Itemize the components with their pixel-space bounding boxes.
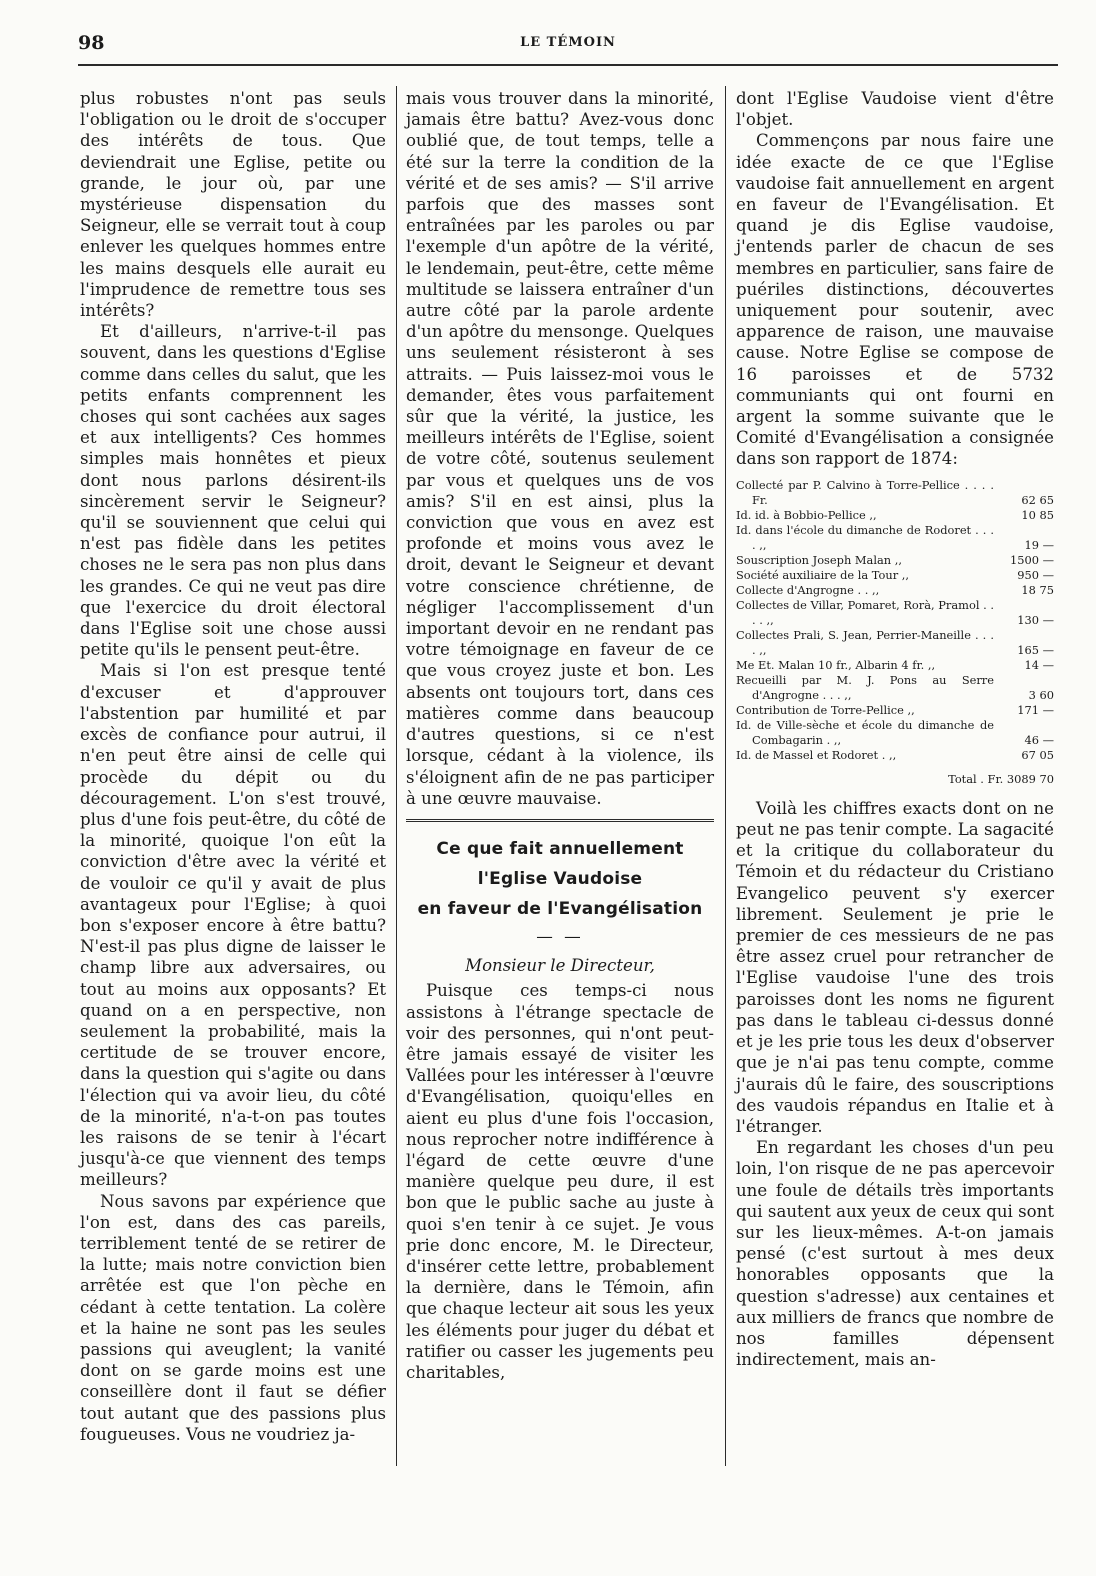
column-divider: [725, 86, 726, 1466]
contributions-table: [736, 478, 1054, 763]
table-row: [736, 478, 1054, 508]
contribution-amount: 18 75: [1021, 582, 1054, 597]
contribution-label: Collectes Prali, S. Jean, Perrier-Maneille . . . . ,,: [736, 627, 994, 657]
contribution-label: Id. de Ville-sèche et école du dimanche de Combagarin . ,,: [736, 717, 994, 747]
contribution-label: Id. id. à Bobbio-Pellice ,,: [736, 507, 877, 522]
paragraph: plus robustes n'ont pas seuls l'obligation ou le droit de s'occuper des intérêts de tous. Que deviendrait une Eglise, petite ou grande, le jour où, par une mystérieuse dispensation du Seigneur, elle se verrait tout à coup enlever les quelques hommes entre les mains desquels elle aurait eu l'imprudence de remettre tous ses intérêts?: [80, 89, 386, 321]
column-2: [406, 88, 714, 1383]
article-title-line: l'Eglise Vaudoise: [477, 868, 643, 889]
contribution-label: Souscription Joseph Malan ,,: [736, 552, 902, 567]
contribution-label: Recueilli par M. J. Pons au Serre d'Angrogne . . . ,,: [736, 672, 994, 702]
paragraph: Mais si l'on est presque tenté d'excuser et d'approuver l'abstention par humilité et par excès de confiance pour autrui, il n'en peut être ainsi de celle qui procède du dépit ou du découragement. L'on s'est trouvé, plus d'une fois peut-être, du côté de la minorité, quoique l'on eût la conviction d'être avec la vérité et de vouloir ce qu'il y avait de plus avantageux pour l'Eglise; à quoi bon s'exposer encore à être battu? N'est-il pas plus digne de laisser le champ libre aux adversaires, ou tout au moins aux opposants? Et quand on a en perspective, non seulement la probabilité, mais la certitude de se trouver encore, dans la question qui s'agite ou dans l'élection qui va avoir lieu, du côté de la minorité, n'a-t-on pas toutes les raisons de se tenir à l'écart jusqu'à-ce que viennent des temps meilleurs?: [80, 661, 386, 1190]
paragraph: dont l'Eglise Vaudoise vient d'être l'objet.: [736, 89, 1054, 130]
table-row: [736, 523, 1054, 553]
paragraph: Puisque ces temps-ci nous assistons à l'étrange spectacle de voir des personnes, qui n'ont peut-être jamais essayé de visiter les Vallées pour les intéresser à l'œuvre d'Evangélisation, quoiqu'elles en aient eu plus d'une fois l'occasion, nous reprocher notre indifférence à l'égard de cette œuvre d'une manière quelque peu dure, il est bon que le public sache au juste à quoi s'en tenir à ce sujet. Je vous prie donc encore, M. le Directeur, d'insérer cette lettre, probablement la dernière, dans le Témoin, afin que chaque lecteur ait sous les yeux les éléments pour juger du débat et ratifier ou casser les jugements peu charitables,: [406, 981, 714, 1382]
page-header: [78, 28, 1058, 66]
table-row: [736, 658, 1054, 673]
paragraph: Nous savons par expérience que l'on est, dans des cas pareils, terriblement tenté de se retirer de la lutte; mais notre conviction bien arrêtée est que l'on pèche en cédant à cette tentation. La colère et la haine ne sont pas les seules passions qui aveuglent; la vanité dont on se garde moins est une conseillère dont il faut se défier tout autant que des passions plus fougueuses. Vous ne voudriez ja-: [80, 1191, 386, 1444]
paragraph: Commençons par nous faire une idée exacte de ce que l'Eglise vaudoise fait annuellement en argent en faveur de l'Evangélisation. Et quand je dis Eglise vaudoise, j'entends parler de chacun de ses membres en particulier, sans faire de puériles distinctions, découvertes uniquement pour soutenir, avec apparence de raison, une mauvaise cause. Notre Eglise se compose de 16 paroisses et de 5732 communiants qui ont fourni en argent la somme suivante que le Comité d'Evangélisation a consignée dans son rapport de 1874:: [736, 131, 1054, 469]
paragraph: Voilà les chiffres exacts dont on ne peut ne pas tenir compte. La sagacité et la critique du collaborateur du Témoin et du rédacteur du Cristiano Evangelico peuvent s'y exercer librement. Seulement je prie le premier de ces messieurs de ne pas être assez cruel pour retrancher de l'Eglise vaudoise l'une des trois paroisses dont les noms ne figurent pas dans le tableau ci-dessus donné et je les prie tous les deux d'observer que je n'ai pas tenu compte, comme j'aurais dû le faire, des souscriptions des vaudois répandus en Italie et à l'étranger.: [736, 798, 1054, 1136]
contribution-amount: 1500 —: [1010, 552, 1054, 567]
column-1: [80, 88, 386, 1445]
table-row: [736, 598, 1054, 628]
contribution-amount: 62 65: [1021, 492, 1054, 507]
page-number: 98: [78, 32, 105, 54]
contribution-label: Société auxiliaire de la Tour ,,: [736, 567, 910, 582]
table-row: [736, 553, 1054, 568]
article-title-line: Ce que fait annuellement: [436, 838, 684, 859]
paragraph: mais vous trouver dans la minorité, jamais être battu? Avez-vous donc oublié que, de tout temps, telle a été sur la terre la condition de la vérité et de ses amis? — S'il arrive parfois que des masses sont entraînées par les paroles ou par l'exemple d'un apôtre de la vérité, le lendemain, peut-être, cette même multitude se laissera entraîner d'un autre côté par la parole ardente d'un apôtre du mensonge. Quelques uns seulement résisteront à ses attraits. — Puis laissez-moi vous le demander, êtes vous parfaitement sûr que la vérité, la justice, les meilleurs intérêts de l'Eglise, soient de votre côté, soutenus seulement par vous et quelques uns de vos amis? S'il en est ainsi, plus la conviction que vous en avez est profonde et moins vous avez le droit, devant le Seigneur et devant votre conscience chrétienne, de négliger l'accomplissement d'un important devoir en ne rendant pas votre témoignage en faveur de ce que vous croyez juste et bon. Les absents ont toujours tort, dans ces matières comme dans beaucoup d'autres questions, si ce n'est lorsque, cédant à la violence, ils s'éloignent afin de ne pas participer à une œuvre mauvaise.: [406, 89, 714, 808]
article-title: [406, 834, 714, 924]
paragraph: Et d'ailleurs, n'arrive-t-il pas souvent, dans les questions d'Eglise comme dans celles du salut, que les petits enfants comprennent les choses qui sont cachées aux sages et aux intelligents? Ces hommes simples mais honnêtes et pieux dont nous parlons désirent-ils sincèrement servir le Seigneur? qu'il se souviennent que celui qui n'est pas fidèle dans les petites choses ne le sera pas non plus dans les grandes. Ce qui ne veut pas dire que l'exercice du droit électoral dans l'Eglise soit une chose aussi petite qu'ils le pensent peut-être.: [80, 322, 386, 660]
section-separator: [406, 819, 714, 822]
paragraph: En regardant les choses d'un peu loin, l'on risque de ne pas apercevoir une foule de détails très importants qui sautent aux yeux de ceux qui sont sur les lieux-mêmes. A-t-on jamais pensé (c'est surtout à mes deux honorables opposants que la question s'adresse) aux centaines et aux milliers de francs que nombre de nos familles dépensent indirectement, mais an-: [736, 1138, 1054, 1370]
column-3: [736, 88, 1054, 1370]
title-separator: — —: [536, 926, 584, 946]
contribution-label: Id. de Massel et Rodoret . ,,: [736, 747, 897, 762]
contribution-amount: 19 —: [1024, 537, 1054, 552]
salutation: Monsieur le Directeur,: [465, 956, 655, 976]
table-row: [736, 673, 1054, 703]
column-divider: [396, 86, 397, 1466]
contribution-amount: 46 —: [1024, 732, 1054, 747]
contribution-amount: 130 —: [1017, 612, 1054, 627]
table-row: [736, 568, 1054, 583]
table-row: [736, 703, 1054, 718]
article: [406, 834, 714, 1383]
contribution-amount: 165 —: [1017, 642, 1054, 657]
contribution-label: Collecté par P. Calvino à Torre-Pellice . . . . Fr.: [736, 477, 994, 507]
contribution-amount: 10 85: [1021, 507, 1054, 522]
contribution-amount: 14 —: [1024, 657, 1054, 672]
table-row: [736, 718, 1054, 748]
contribution-amount: 3 60: [1028, 687, 1054, 702]
contribution-amount: 67 05: [1021, 747, 1054, 762]
table-row: [736, 508, 1054, 523]
contribution-amount: 950 —: [1017, 567, 1054, 582]
contribution-label: Collectes de Villar, Pomaret, Rorà, Pramol . . . . ,,: [736, 597, 994, 627]
table-row: [736, 748, 1054, 763]
contribution-label: Id. dans l'école du dimanche de Rodoret . . . . ,,: [736, 522, 994, 552]
contribution-label: Me Et. Malan 10 fr., Albarin 4 fr. ,,: [736, 657, 936, 672]
contribution-label: Collecte d'Angrogne . . ,,: [736, 582, 880, 597]
table-row: [736, 628, 1054, 658]
running-title: LE TÉMOIN: [520, 35, 616, 50]
article-title-line: en faveur de l'Evangélisation: [417, 898, 703, 919]
contribution-amount: 171 —: [1017, 702, 1054, 717]
contribution-label: Contribution de Torre-Pellice ,,: [736, 702, 915, 717]
contributions-total: Total . Fr. 3089 70: [948, 771, 1054, 786]
table-row: [736, 583, 1054, 598]
